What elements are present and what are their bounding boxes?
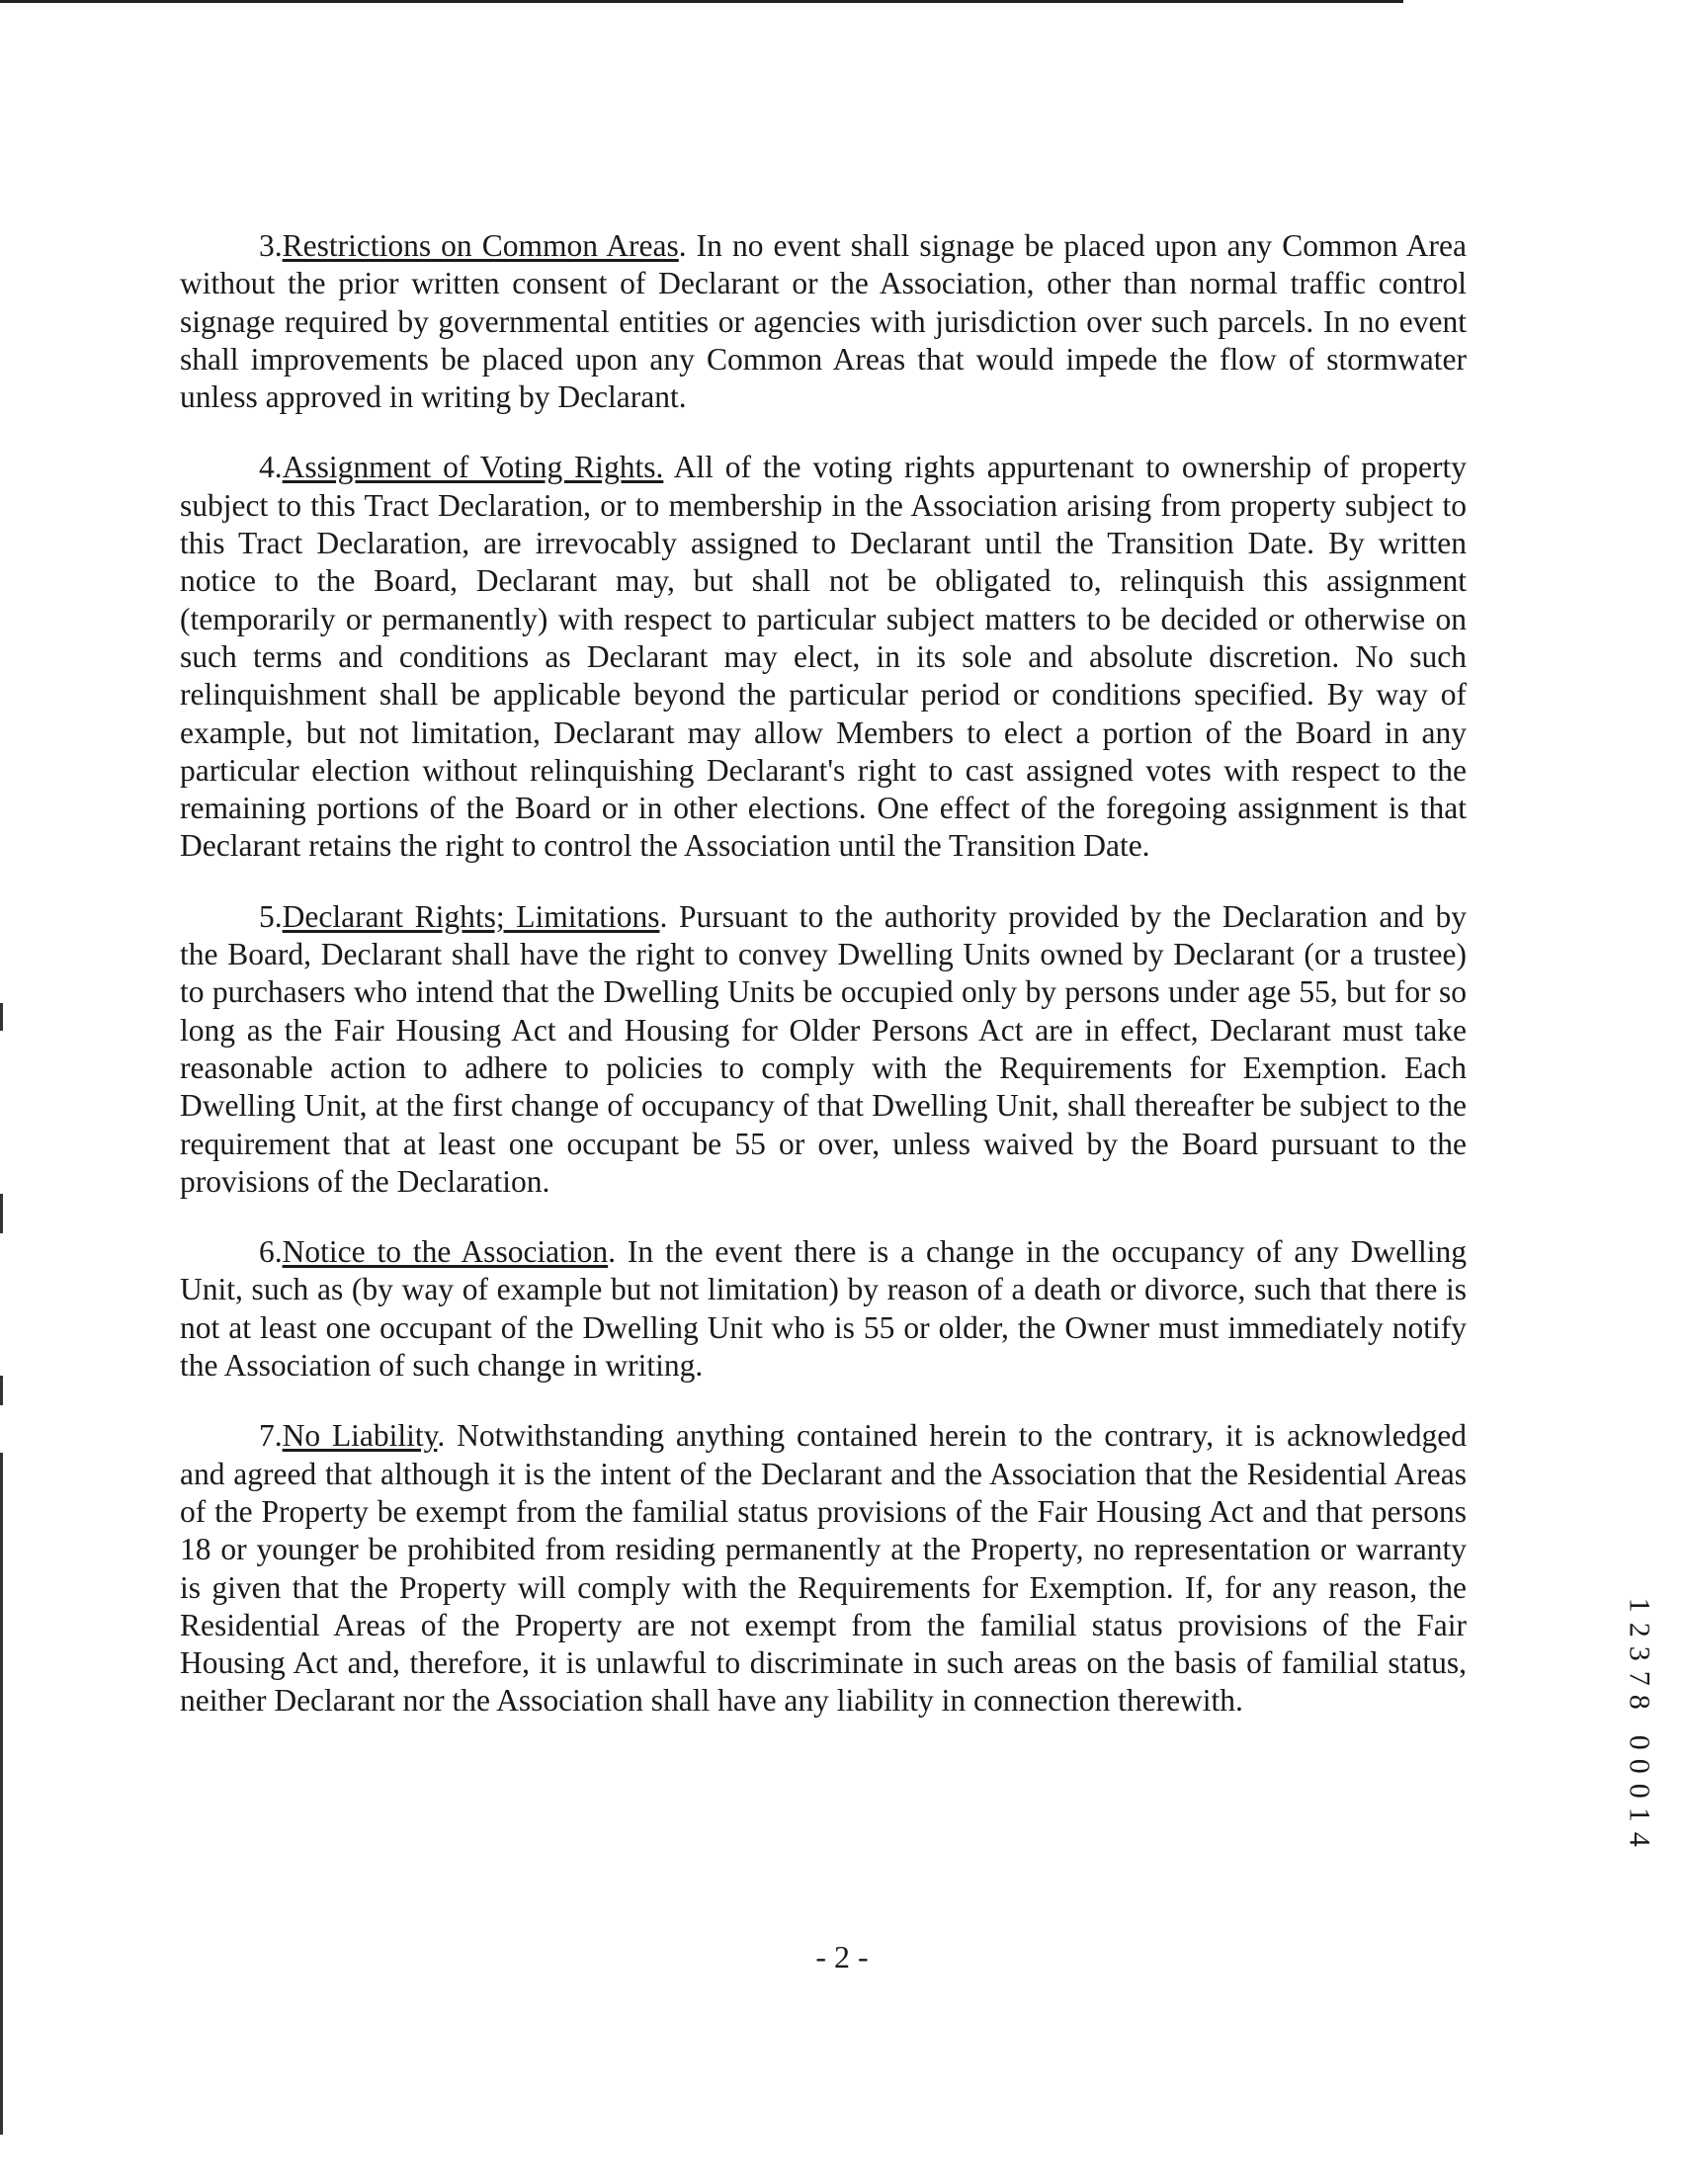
paragraph-heading: Notice to the Association [282, 1234, 609, 1270]
paragraph-heading: Restrictions on Common Areas [282, 228, 679, 263]
recording-digit: 1 [1623, 1806, 1656, 1822]
paragraph-text: . Notwithstanding anything contained herein to the contrary, it is acknowledged and agreed that although it is the intent of the Declarant and the Association that the Residential Areas of the Property be exempt from the familial status provisions of the Fair Housing Act and that persons 18 or younger be prohibited from residing permanently at the Property, no representation or warranty is given that the Property will comply with the Requirements for Exemption. If, for any reason, the Residential Areas of the Property are not exempt from the familial status provisions of the Fair Housing Act and, therefore, it is unlawful to discriminate in such areas on the basis of familial status, neither Declarant nor the Association shall have any liability in connection therewith. [180, 1418, 1468, 1719]
recording-number-top [1619, 1593, 1658, 1715]
left-scan-mark [0, 1376, 3, 1405]
paragraph-declarant-rights-limitations [180, 898, 1467, 1201]
paragraph-text: . In no event shall signage be placed upon any Common Area without the prior written consent of Declarant or the Association, other than normal traffic control signage required by governmental entities or agencies with jurisdiction over such parcels. In no event shall improvements be placed upon any Common Areas that would impede the flow of stormwater unless approved in writing by Declarant. [180, 228, 1467, 415]
paragraph-assignment-of-voting-rights [180, 449, 1467, 865]
recording-digit: 0 [1623, 1783, 1656, 1799]
recording-digit: 8 [1623, 1694, 1656, 1710]
paragraph-text: All of the voting rights appurtenant to ownership of property subject to this Tract Declaration, or to membership in the Association arising from property subject to this Tract Declaration, are irrevocably assigned to Declarant until the Transition Date. By written notice to the Board, Declarant may, but shall not be obligated to, relinquish this assignment (temporarily or permanently) with respect to particular subject matters to be decided or otherwise on such terms and conditions as Declarant may elect, in its sole and absolute discretion. No such relinquishment shall be applicable beyond the particular period or conditions specified. By way of example, but not limitation, Declarant may allow Members to elect a portion of the Board in any particular election without relinquishing Declarant's right to cast assigned votes with respect to the remaining portions of the Board or in other elections. One effect of the foregoing assignment is that Declarant retains the right to control the Association until the Transition Date. [180, 450, 1467, 864]
left-scan-mark [0, 1194, 3, 1233]
recording-digit: 3 [1623, 1645, 1656, 1661]
paragraph-number: 7. [259, 1418, 283, 1454]
page-number: - 2 - [815, 1939, 869, 1974]
paragraph-text: . In the event there is a change in the occupancy of any Dwelling Unit, such as (by way of example but not limitation) by reason of a death or divorce, such that there is not at least one occupant of the Dwelling Unit who is 55 or older, the Owner must immediately notify the Association of such change in writing. [180, 1234, 1467, 1384]
recording-number-bottom [1619, 1730, 1658, 1852]
paragraph-heading: No Liability [282, 1418, 438, 1454]
paragraph-number: 4. [259, 450, 283, 485]
paragraph-heading: Declarant Rights; Limitations [282, 898, 660, 934]
recording-digit: 1 [1623, 1597, 1656, 1613]
recording-number [1619, 1593, 1658, 1851]
recording-digit: 4 [1623, 1831, 1656, 1847]
paragraph-text: . Pursuant to the authority provided by the Declaration and by the Board, Declarant shall have the right to convey Dwelling Units owned by Declarant (or a trustee) to purchasers who intend that the Dwelling Units be occupied only by persons under age 55, but for so long as the Fair Housing Act and Housing for Older Persons Act are in effect, Declarant must take reasonable action to adhere to policies to comply with the Requirements for Exemption. Each Dwelling Unit, at the first change of occupancy of that Dwelling Unit, shall thereafter be subject to the requirement that at least one occupant be 55 or over, unless waived by the Board pursuant to the provisions of the Declaration. [180, 898, 1467, 1199]
paragraph-number: 5. [259, 898, 283, 934]
left-scan-mark [0, 1003, 3, 1031]
recording-digit: 0 [1623, 1734, 1656, 1750]
paragraph-no-liability [180, 1417, 1467, 1720]
document-body [180, 227, 1467, 1753]
paragraph-heading: Assignment of Voting Rights. [282, 450, 664, 485]
top-scan-border [0, 0, 1403, 3]
recording-digit: 7 [1623, 1670, 1656, 1686]
paragraph-restrictions-on-common-areas [180, 227, 1467, 416]
paragraph-notice-to-the-association [180, 1233, 1467, 1385]
paragraph-number: 6. [259, 1234, 283, 1270]
recording-digit: 0 [1623, 1758, 1656, 1774]
left-scan-mark [0, 1453, 3, 2135]
recording-digit: 2 [1623, 1622, 1656, 1638]
paragraph-number: 3. [259, 228, 283, 263]
